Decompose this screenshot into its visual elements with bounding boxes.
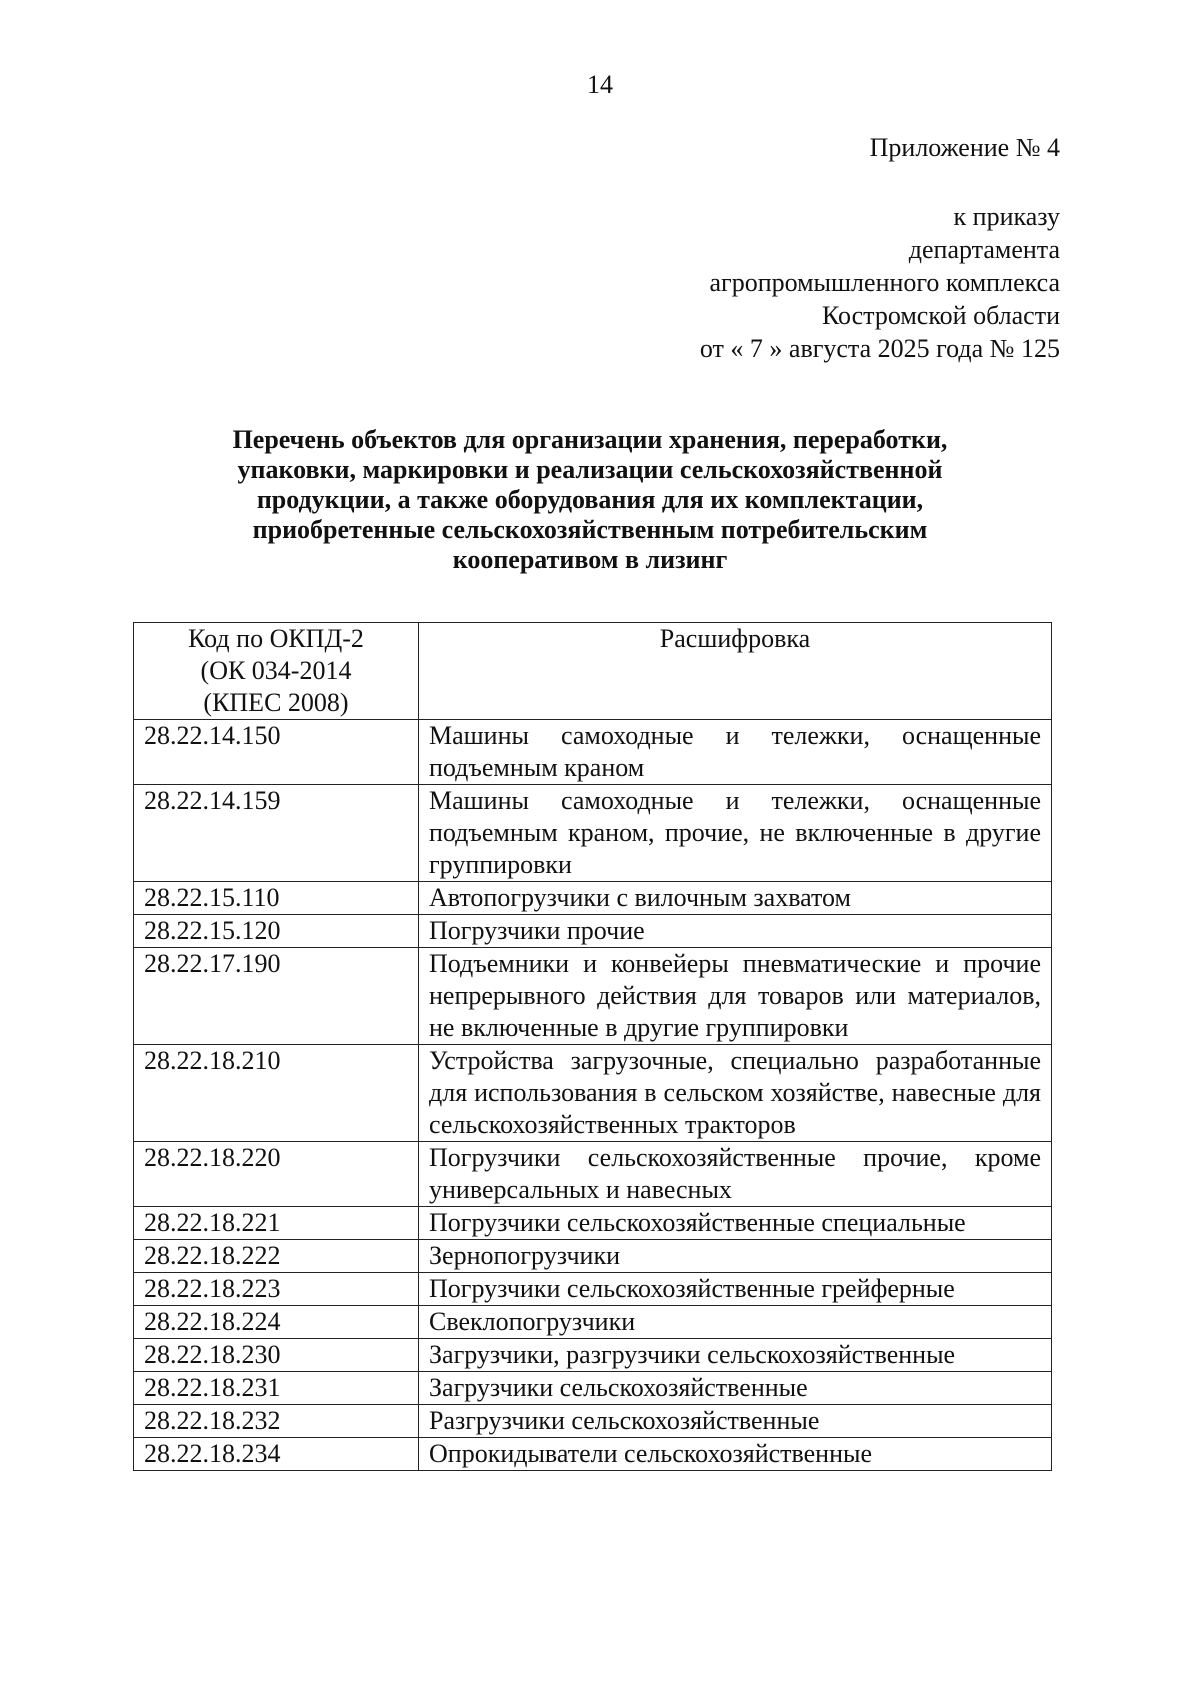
order-reference-line: к приказу	[953, 202, 1060, 231]
description-cell: Загрузчики сельскохозяйственные	[419, 1372, 1052, 1405]
table-body	[134, 720, 1052, 1471]
description-cell: Автопогрузчики с вилочным захватом	[419, 882, 1052, 915]
table-row	[134, 915, 1052, 948]
table-row	[134, 1405, 1052, 1438]
description-cell: Погрузчики прочие	[419, 915, 1052, 948]
page-number: 14	[587, 70, 613, 99]
description-cell: Зернопогрузчики	[419, 1240, 1052, 1273]
okpd-code-cell: 28.22.18.224	[134, 1306, 419, 1339]
code-header-line: (ОК 034-2014	[200, 656, 352, 685]
okpd-code-cell: 28.22.18.223	[134, 1273, 419, 1306]
description-cell: Машины самоходные и тележки, оснащенные подъемным краном, прочие, не включенные в другие группировки	[419, 785, 1052, 882]
table-row	[134, 1142, 1052, 1207]
order-reference-line: департамента	[908, 235, 1060, 264]
table-row	[134, 1306, 1052, 1339]
description-cell: Погрузчики сельскохозяйственные грейферные	[419, 1273, 1052, 1306]
document-title-line: упаковки, маркировки и реализации сельскохозяйственной	[237, 455, 943, 484]
order-reference-line: агропромышленного комплекса	[709, 268, 1060, 297]
description-cell: Загрузчики, разгрузчики сельскохозяйственные	[419, 1339, 1052, 1372]
okpd-code-cell: 28.22.18.231	[134, 1372, 419, 1405]
code-column-header	[134, 623, 419, 720]
okpd-code-cell: 28.22.18.234	[134, 1438, 419, 1471]
table-header-row	[134, 623, 1052, 720]
code-header-line: (КПЕС 2008)	[203, 688, 349, 717]
description-cell: Погрузчики сельскохозяйственные прочие, кроме универсальных и навесных	[419, 1142, 1052, 1207]
document-title	[180, 425, 1000, 575]
description-column-header: Расшифровка	[419, 623, 1052, 720]
description-cell: Машины самоходные и тележки, оснащенные подъемным краном	[419, 720, 1052, 785]
okpd-code-cell: 28.22.18.222	[134, 1240, 419, 1273]
okpd-code-cell: 28.22.17.190	[134, 948, 419, 1045]
order-reference	[700, 200, 1060, 365]
okpd-code-cell: 28.22.18.220	[134, 1142, 419, 1207]
okpd-code-cell: 28.22.15.120	[134, 915, 419, 948]
description-cell: Устройства загрузочные, специально разработанные для использования в сельском хозяйстве, навесные для сельскохозяйственных тракторов	[419, 1045, 1052, 1142]
okpd-code-cell: 28.22.14.150	[134, 720, 419, 785]
table-row	[134, 720, 1052, 785]
order-reference-line: Костромской области	[821, 301, 1060, 330]
description-cell: Разгрузчики сельскохозяйственные	[419, 1405, 1052, 1438]
appendix-label: Приложение № 4	[869, 133, 1060, 162]
document-title-line: Перечень объектов для организации хранения, переработки,	[232, 425, 948, 454]
table-row	[134, 882, 1052, 915]
table-row	[134, 1240, 1052, 1273]
okpd-code-cell: 28.22.18.230	[134, 1339, 419, 1372]
document-title-line: кооперативом в лизинг	[452, 545, 728, 574]
table-row	[134, 1339, 1052, 1372]
table-row	[134, 1207, 1052, 1240]
okpd-code-cell: 28.22.14.159	[134, 785, 419, 882]
code-header-line: Код по ОКПД-2	[188, 624, 364, 653]
table-row	[134, 785, 1052, 882]
table-row	[134, 1045, 1052, 1142]
order-reference-line: от « 7 » августа 2025 года № 125	[699, 334, 1060, 363]
description-cell: Опрокидыватели сельскохозяйственные	[419, 1438, 1052, 1471]
table-row	[134, 1438, 1052, 1471]
table-row	[134, 1372, 1052, 1405]
description-cell: Свеклопогрузчики	[419, 1306, 1052, 1339]
document-title-line: приобретенные сельскохозяйственным потребительским	[252, 515, 928, 544]
okpd-code-cell: 28.22.18.210	[134, 1045, 419, 1142]
okpd-codes-table	[133, 622, 1052, 1471]
okpd-code-cell: 28.22.18.232	[134, 1405, 419, 1438]
description-cell: Подъемники и конвейеры пневматические и прочие непрерывного действия для товаров или материалов, не включенные в другие группировки	[419, 948, 1052, 1045]
description-cell: Погрузчики сельскохозяйственные специальные	[419, 1207, 1052, 1240]
table-row	[134, 948, 1052, 1045]
document-title-line: продукции, а также оборудования для их комплектации,	[256, 485, 924, 514]
okpd-code-cell: 28.22.15.110	[134, 882, 419, 915]
table-row	[134, 1273, 1052, 1306]
okpd-code-cell: 28.22.18.221	[134, 1207, 419, 1240]
